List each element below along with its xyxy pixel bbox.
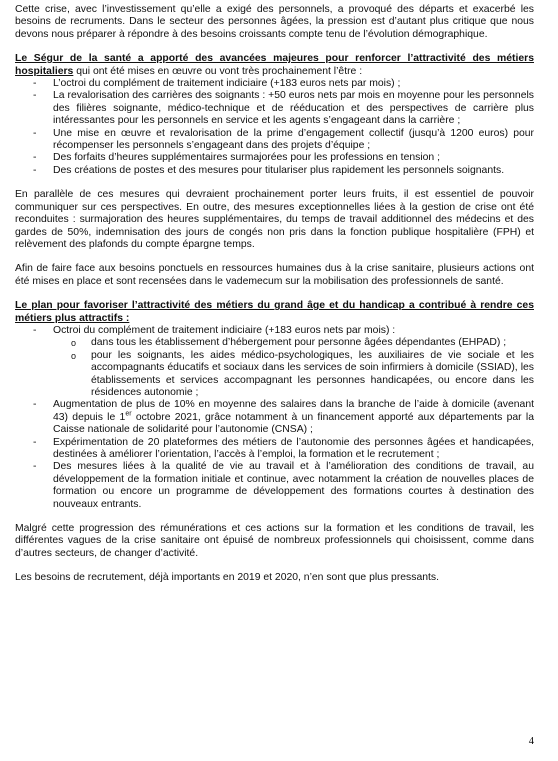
paragraph-conclusion: Les besoins de recrutement, déjà importants en 2019 et 2020, n’en sont que plus pressants. [15, 572, 439, 584]
paragraph-vademecum: Afin de faire face aux besoins ponctuels en ressources humaines dus à la crise sanitaire, plusieurs actions ont été mises en place et sont recensées dans le vademecum sur la mobilisation des professionnels de santé. [15, 263, 534, 287]
list-item-text: Une mise en œuvre et revalorisation de la prime d’engagement collectif (jusqu’à 1200 euros) pour récompenser les personnels s’engageant dans des projets d’équipe ; [53, 127, 534, 152]
circle-bullet: o [71, 350, 77, 361]
superscript-er: er [125, 410, 132, 418]
list-item [15, 90, 534, 127]
dash-bullet: - [33, 127, 37, 139]
list-item [15, 399, 534, 436]
sub-list-item-text: pour les soignants, les aides médico-psychologiques, les auxiliaires de vie sociale et les accompagnants éducatifs et sociaux dans les services de soin infirmiers à domicile (SSIAD), les établissements et services accompagnant les personnes handicapées, ou encore dans les résidences autonomie ; [91, 349, 534, 398]
list-item-text: Des créations de postes et des mesures pour titulariser plus rapidement les personnels soignants. [53, 164, 505, 176]
segur-measures-list [15, 78, 534, 177]
list-item [15, 128, 534, 153]
list-item-text: Des mesures liées à la qualité de vie au travail et à l’amélioration des conditions de travail, au développement de la formation initiale et continue, avec notamment la création de nouvelles places de formation ou encore un programme de développement des formations courtes à destination des nouveaux entrants. [53, 461, 534, 510]
paragraph-grand-age-plan [15, 300, 534, 325]
list-item-text-b: octobre 2021, grâce notamment à un financement apporté aux départements par la Caisse nationale de solidarité pour l’autonomie (CNSA) ; [53, 411, 534, 436]
paragraph-segur [15, 53, 534, 78]
segur-heading-rest: qui ont été mises en œuvre ou vont très prochainement l’être : [73, 65, 363, 77]
dash-bullet: - [33, 461, 37, 473]
list-item-text: Octroi du complément de traitement indiciaire (+183 euros nets par mois) : [53, 324, 396, 336]
dash-bullet: - [33, 90, 37, 102]
list-item [15, 461, 534, 511]
segur-heading: Le Ségur de la santé a apporté des avancées majeures pour renforcer l’attractivité des métiers hospitaliers [15, 53, 534, 77]
dash-bullet: - [33, 436, 37, 448]
sub-list-item-text: dans tous les établissement d’hébergement pour personne âgées dépendantes (EHPAD) ; [91, 337, 507, 349]
page-number: 4 [528, 736, 534, 747]
paragraph-intro: Cette crise, avec l’investissement qu’elle a exigé des personnels, a provoqué des départs et exacerbé les besoins de recruments. Dans le secteur des personnes âgées, la pression est d’autant plus critique que nous devons nous préparer à répondre à des besoins croissants compte tenu de l’évolution démographique. [15, 4, 534, 40]
dash-bullet: - [33, 152, 37, 164]
paragraph-crisis-measures: En parallèle de ces mesures qui devraient prochainement porter leurs fruits, il est essentiel de pouvoir communiquer sur ces perspectives. En outre, des mesures exceptionnelles liées à la gestion de crise ont été reconduites : surmajoration des heures supplémentaires, du temps de travail additionnel des médecins et des gardes de 50%, indemnisation des jours de congés non pris dans la fonction publique hospitalière (FPH) et relèvement des plafonds du compte épargne temps. [15, 189, 534, 250]
list-item [15, 165, 534, 177]
paragraph-progression: Malgré cette progression des rémunérations et ces actions sur la formation et les conditions de travail, les différentes vagues de la crise sanitaire ont épuisé de nombreux professionnels qui choisissent, comme dans d’autres secteurs, de changer d’activité. [15, 523, 534, 559]
sub-list-item [53, 337, 534, 349]
sub-list [53, 337, 534, 399]
circle-bullet: o [71, 338, 77, 349]
grand-age-heading: Le plan pour favoriser l’attractivité des métiers du grand âge et du handicap a contribué à rendre ces métiers plus attractifs : [15, 300, 534, 324]
dash-bullet: - [33, 78, 37, 90]
dash-bullet: - [33, 399, 37, 411]
list-item-text: Expérimentation de 20 plateformes des métiers de l’autonomie des personnes âgées et handicapées, destinées à améliorer l’orientation, l’accès à l’emploi, la formation et le recrutement ; [53, 436, 534, 460]
list-item-text: La revalorisation des carrières des soignants : +50 euros nets par mois en moyenne pour les personnels des filières soignante, médico-technique et de rééducation et des perspectives de carrière plus intéressantes pour les personnels en service et les agents s’engageant dans la carrière ; [53, 90, 534, 127]
sub-list-item [53, 350, 534, 400]
list-item-text: L’octroi du complément de traitement indiciaire (+183 euros nets par mois) ; [53, 78, 401, 90]
list-item [15, 325, 534, 399]
list-item-text: Des forfaits d’heures supplémentaires surmajorées pour les professions en tension ; [53, 152, 440, 164]
dash-bullet: - [33, 324, 37, 336]
dash-bullet: - [33, 164, 37, 176]
list-item [15, 437, 534, 462]
list-item [15, 78, 534, 90]
list-item [15, 152, 534, 164]
grand-age-measures-list [15, 325, 534, 511]
list-item-text-a: Augmentation de plus de 10% en moyenne des salaires dans la branche de l’aide à domicile (avenant 43) depuis le 1 [53, 399, 534, 423]
